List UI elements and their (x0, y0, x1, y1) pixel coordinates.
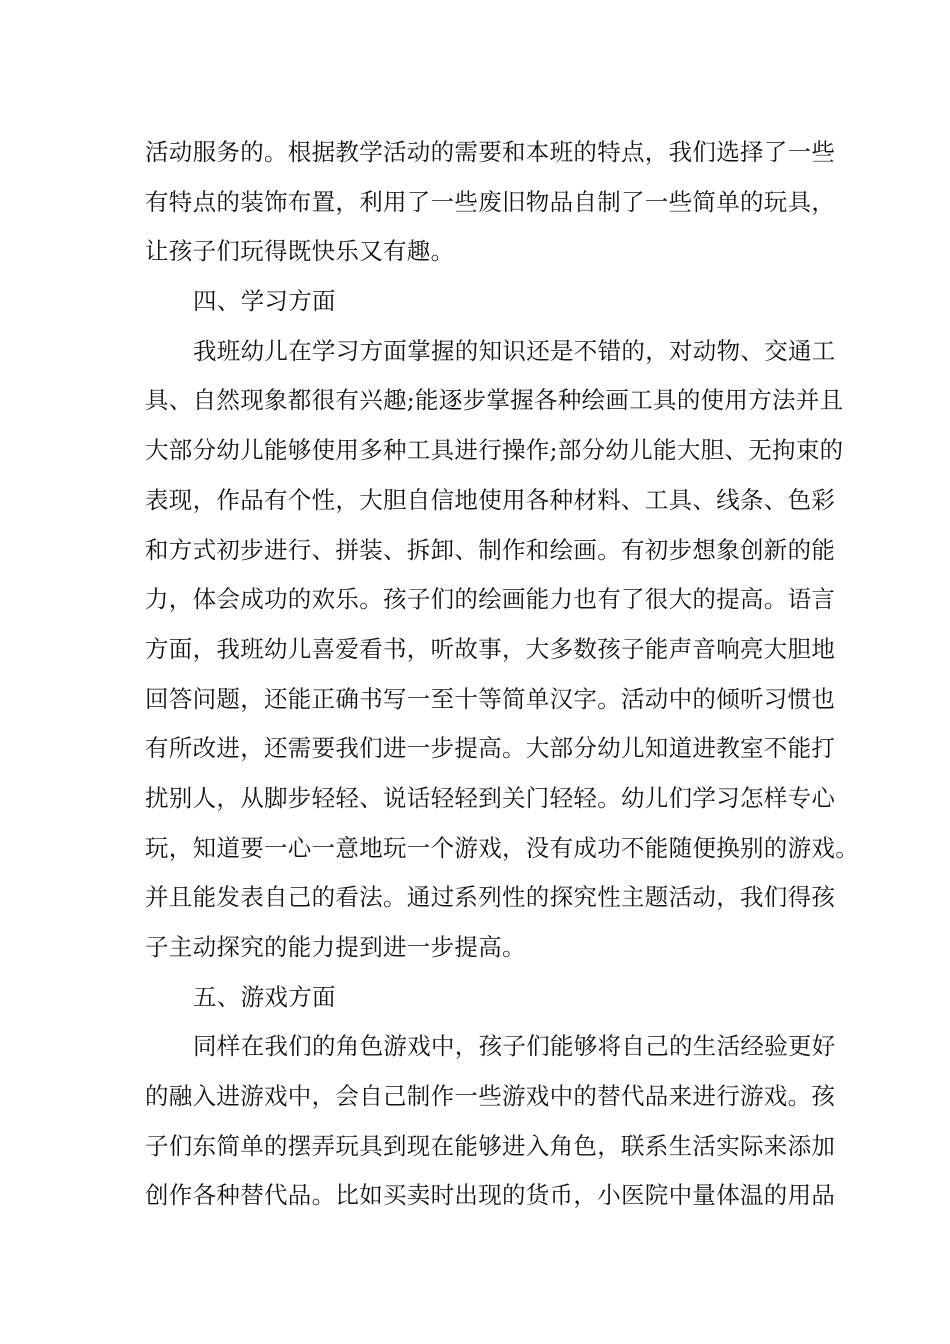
text-line: 子们东简单的摆弄玩具到现在能够进入角色，联系生活实际来添加 (145, 1131, 836, 1160)
text-line: 并且能发表自己的看法。通过系列性的探究性主题活动，我们得孩 (145, 883, 836, 912)
text-line: 活动服务的。根据教学活动的需要和本班的特点，我们选择了一些 (145, 138, 836, 166)
text-line: 有所改进，还需要我们进一步提高。大部分幼儿知道进教室不能打 (145, 734, 836, 763)
text-line: 大部分幼儿能够使用多种工具进行操作;部分幼儿能大胆、无拘束的 (145, 436, 844, 465)
section-heading-study: 四、学习方面 (193, 287, 336, 316)
text-line: 我班幼儿在学习方面掌握的知识还是不错的，对动物、交通工 (193, 336, 836, 365)
section-heading-games: 五、游戏方面 (193, 982, 336, 1011)
text-line: 表现，作品有个性，大胆自信地使用各种材料、工具、线条、色彩 (145, 485, 836, 514)
text-line: 玩，知道要一心一意地玩一个游戏，没有成功不能随便换别的游戏。 (145, 833, 859, 862)
text-line: 创作各种替代品。比如买卖时出现的货币，小医院中量体温的用品 (145, 1181, 836, 1210)
text-line: 同样在我们的角色游戏中，孩子们能够将自己的生活经验更好 (193, 1032, 836, 1061)
text-line: 和方式初步进行、拼装、拆卸、制作和绘画。有初步想象创新的能 (145, 535, 836, 564)
text-line: 让孩子们玩得既快乐又有趣。 (145, 237, 455, 266)
text-line: 力，体会成功的欢乐。孩子们的绘画能力也有了很大的提高。语言 (145, 585, 836, 614)
document-body (145, 132, 859, 1225)
text-line: 方面，我班幼儿喜爱看书，听故事，大多数孩子能声音响亮大胆地 (145, 634, 836, 663)
text-line: 回答问题，还能正确书写一至十等简单汉字。活动中的倾听习惯也 (145, 684, 836, 713)
text-line: 的融入进游戏中，会自己制作一些游戏中的替代品来进行游戏。孩 (145, 1082, 836, 1111)
text-line: 具、自然现象都很有兴趣;能逐步掌握各种绘画工具的使用方法并且 (145, 386, 844, 415)
text-line: 扰别人，从脚步轻轻、说话轻轻到关门轻轻。幼儿们学习怎样专心 (145, 783, 836, 812)
text-line: 子主动探究的能力提到进一步提高。 (145, 933, 526, 961)
text-line: 有特点的装饰布置，利用了一些废旧物品自制了一些简单的玩具， (145, 187, 836, 216)
